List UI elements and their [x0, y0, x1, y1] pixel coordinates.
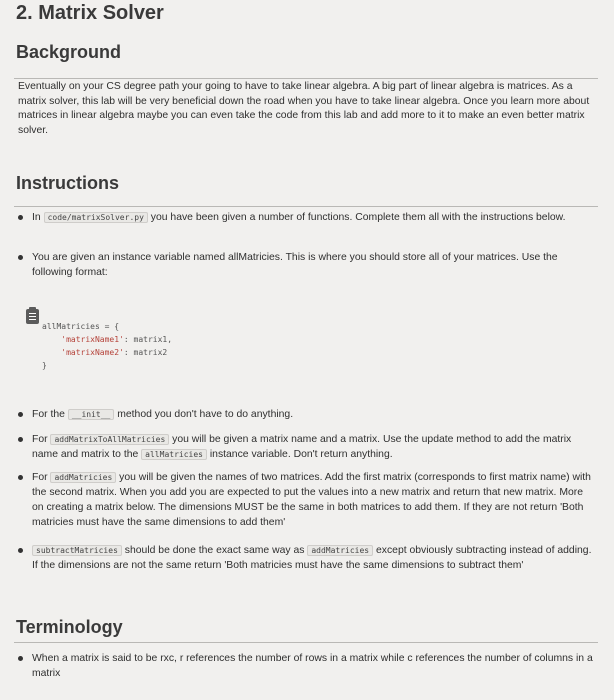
terminology-heading: Terminology: [16, 617, 123, 637]
list-item: For addMatricies you will be given the names of two matrices. Add the first matrix (corresponds to first matrix name) with the second matrix. When you add you are expected to put the values into a new matrix and return that new matrix. More on creating a matrix below. The dimensions MUST be the same in both matrices to add them. If they are not return 'Both matricies must have the same dimensions to add them': [18, 470, 594, 530]
bullet-icon: [18, 215, 23, 220]
inline-code: addMatricies: [50, 472, 116, 483]
list-item: You are given an instance variable named allMatricies. This is where you should store all of your matrices. Use the following format:: [18, 250, 594, 280]
list-item: For addMatrixToAllMatricies you will be given a matrix name and a matrix. Use the update method to add the matrix name and matrix to the allMatricies instance variable. Don't return anything.: [18, 432, 594, 462]
inline-code: addMatrixToAllMatricies: [50, 434, 169, 445]
code-block: allMatricies = { 'matrixName1': matrix1, 'matrixName2': matrix2 }: [42, 322, 173, 370]
terminology-divider: [14, 642, 598, 643]
list-item: For the __init__ method you don't have to do anything.: [18, 407, 594, 422]
background-divider: [14, 78, 598, 79]
inline-code: addMatricies: [307, 545, 373, 556]
instructions-divider: [14, 206, 598, 207]
bullet-icon: [18, 548, 23, 553]
instructions-heading: Instructions: [16, 173, 120, 193]
inline-code: subtractMatricies: [32, 545, 122, 556]
bullet-icon: [18, 412, 23, 417]
bullet-icon: [18, 475, 23, 480]
bullet-icon: [18, 255, 23, 260]
bullet-icon: [18, 437, 23, 442]
inline-code: code/matrixSolver.py: [44, 212, 148, 223]
background-paragraph: Eventually on your CS degree path your going to have to take linear algebra. A big part of linear algebra is matrices. As a matrix solver, this lab will be very beneficial down the road when you have to take linear algebra. Once you learn more about matrices in linear algebra maybe you can even take the code from this lab and add more to it to make an even better matrix solver.: [18, 81, 590, 136]
copy-code-icon[interactable]: [26, 309, 39, 324]
list-item: In code/matrixSolver.py you have been given a number of functions. Complete them all with the instructions below.: [18, 210, 594, 225]
inline-code: allMatricies: [141, 449, 207, 460]
list-item: When a matrix is said to be rxc, r references the number of rows in a matrix while c references the number of columns in a matrix: [18, 651, 594, 681]
bullet-icon: [18, 656, 23, 661]
background-heading: Background: [16, 42, 122, 62]
page-title: 2. Matrix Solver: [16, 2, 164, 24]
list-item: subtractMatricies should be done the exact same way as addMatricies except obviously subtracting instead of adding. If the dimensions are not the same return 'Both matricies must have the same dimensions to subtract them': [18, 543, 594, 573]
inline-code: __init__: [68, 409, 115, 420]
